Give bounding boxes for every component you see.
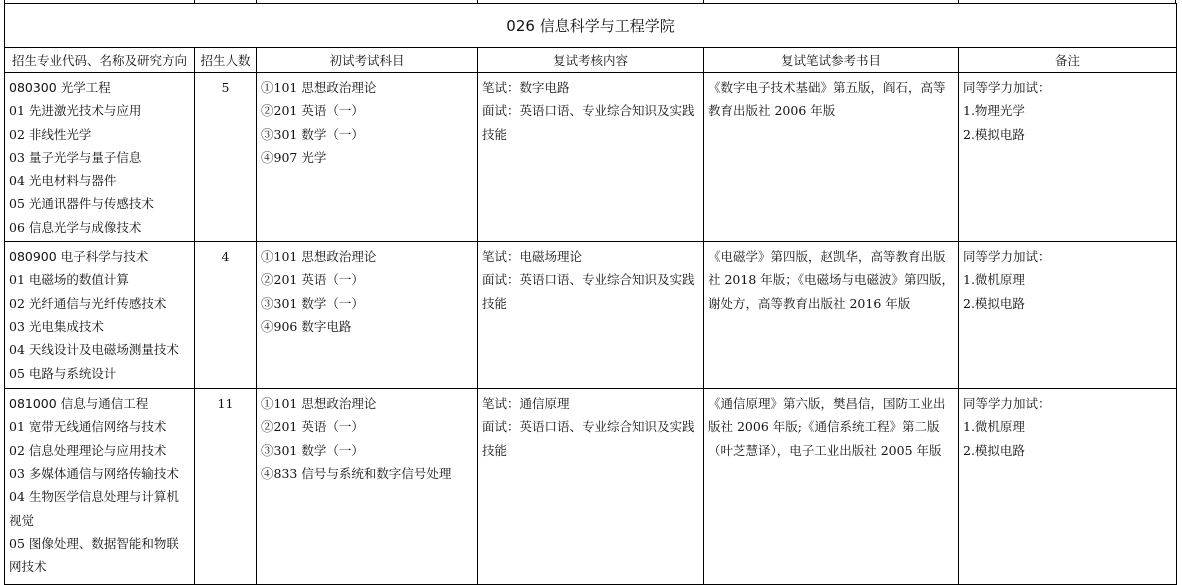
exam-item: ②201 英语（一）	[261, 103, 364, 119]
note-item: 2.模拟电路	[963, 126, 1025, 142]
header-major: 招生专业代码、名称及研究方向	[5, 48, 195, 73]
header-retest: 复试考核内容	[478, 48, 704, 73]
exam-item: ④907 光学	[261, 149, 327, 165]
note-item: 1.微机原理	[963, 272, 1025, 288]
table-row	[5, 389, 1177, 585]
retest-content	[478, 73, 704, 242]
retest-content	[478, 389, 704, 585]
major-name: 081000 信息与通信工程	[9, 396, 149, 412]
exam-subjects	[257, 242, 478, 389]
direction-item: 03 光电集成技术	[9, 318, 104, 334]
direction-item: 03 多媒体通信与网络传输技术	[9, 465, 179, 481]
major-cell	[5, 73, 195, 242]
note-item: 2.模拟电路	[963, 442, 1025, 458]
enrollment-count: 11	[195, 389, 257, 585]
table-row	[5, 242, 1177, 389]
retest-content	[478, 242, 704, 389]
exam-item: ③301 数学（一）	[261, 295, 364, 311]
header-books: 复试笔试参考书目	[704, 48, 959, 73]
retest-interview: 面试：英语口语、专业综合知识及实践技能	[482, 419, 695, 458]
direction-item: 05 图像处理、数据智能和物联网技术	[9, 535, 179, 575]
note-item: 同等学力加试：	[963, 249, 1051, 265]
exam-item: ③301 数学（一）	[261, 442, 364, 458]
direction-item: 01 先进激光技术与应用	[9, 103, 142, 119]
exam-item: ④833 信号与系统和数字信号处理	[261, 465, 452, 481]
notes-cell	[959, 73, 1177, 242]
reference-books: 《电磁学》第四版，赵凯华，高等教育出版社 2018 年版；《电磁场与电磁波》第四版，谢处方，高等教育出版社 2016 年版	[704, 242, 959, 389]
note-item: 同等学力加试：	[963, 80, 1051, 95]
note-item: 同等学力加试：	[963, 396, 1051, 412]
major-name: 080300 光学工程	[9, 80, 111, 95]
exam-item: ①101 思想政治理论	[261, 249, 377, 265]
direction-item: 04 天线设计及电磁场测量技术	[9, 342, 179, 358]
retest-written: 笔试：通信原理	[482, 396, 570, 412]
retest-written: 笔试：电磁场理论	[482, 249, 583, 265]
exam-item: ①101 思想政治理论	[261, 80, 377, 95]
admissions-table	[4, 3, 1177, 585]
exam-item: ③301 数学（一）	[261, 126, 364, 142]
notes-cell	[959, 389, 1177, 585]
notes-cell	[959, 242, 1177, 389]
direction-item: 03 量子光学与量子信息	[9, 149, 142, 165]
exam-item: ②201 英语（一）	[261, 419, 364, 435]
retest-written: 笔试：数字电路	[482, 80, 570, 95]
retest-interview: 面试：英语口语、专业综合知识及实践技能	[482, 103, 695, 142]
direction-item: 02 光纤通信与光纤传感技术	[9, 295, 167, 311]
enrollment-count: 4	[195, 242, 257, 389]
exam-item: ②201 英语（一）	[261, 272, 364, 288]
header-count: 招生人数	[195, 48, 257, 73]
direction-item: 05 电路与系统设计	[9, 365, 117, 381]
direction-item: 01 电磁场的数值计算	[9, 272, 129, 288]
enrollment-count: 5	[195, 73, 257, 242]
header-notes: 备注	[959, 48, 1177, 73]
table-row	[5, 73, 1177, 242]
direction-item: 02 非线性光学	[9, 126, 92, 142]
major-name: 080900 电子科学与技术	[9, 249, 149, 265]
exam-item: ①101 思想政治理论	[261, 396, 377, 412]
note-item: 1.物理光学	[963, 103, 1025, 119]
note-item: 1.微机原理	[963, 419, 1025, 435]
header-exam: 初试考试科目	[257, 48, 478, 73]
reference-books: 《数字电子技术基础》第五版，阎石，高等教育出版社 2006 年版	[704, 73, 959, 242]
direction-item: 06 信息光学与成像技术	[9, 219, 142, 235]
direction-item: 04 光电材料与器件	[9, 173, 117, 189]
direction-item: 05 光通讯器件与传感技术	[9, 196, 154, 212]
direction-item: 01 宽带无线通信网络与技术	[9, 419, 167, 435]
direction-item: 04 生物医学信息处理与计算机视觉	[9, 489, 179, 528]
note-item: 2.模拟电路	[963, 295, 1025, 311]
exam-subjects	[257, 73, 478, 242]
reference-books: 《通信原理》第六版，樊昌信，国防工业出版社 2006 年版;《通信系统工程》第二版（叶芝慧译），电子工业出版社 2005 年版	[704, 389, 959, 585]
exam-item: ④906 数字电路	[261, 318, 352, 334]
exam-subjects	[257, 389, 478, 585]
table-title: 026 信息科学与工程学院	[5, 4, 1177, 48]
major-cell	[5, 389, 195, 585]
direction-item: 02 信息处理理论与应用技术	[9, 442, 167, 458]
retest-interview: 面试：英语口语、专业综合知识及实践技能	[482, 272, 695, 311]
major-cell	[5, 242, 195, 389]
